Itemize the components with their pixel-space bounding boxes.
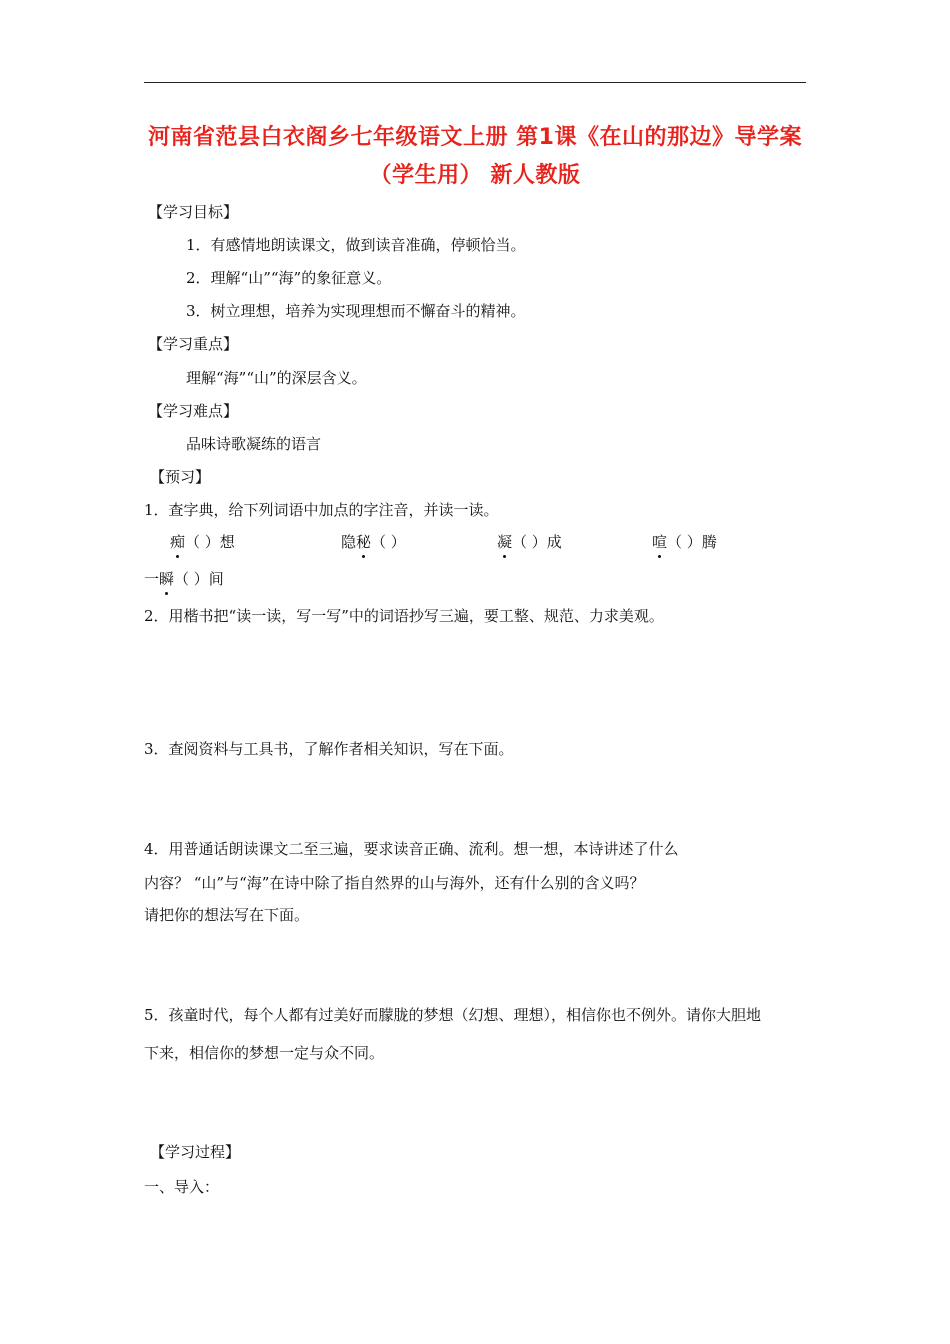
- preview-question-4-line-1: 4．用普通话朗读课文二至三遍，要求读音正确、流利。想一想，本诗讲述了什么: [144, 840, 679, 858]
- page-title: 河南省范县白衣阁乡七年级语文上册 第1课《在山的那边》导学案: [148, 125, 802, 150]
- preview-question-2: 2．用楷书把“读一读，写一写”中的词语抄写三遍，要工整、规范、力求美观。: [144, 607, 664, 625]
- dotted-char: 喧: [652, 533, 668, 551]
- preview-question-5-line-2: 下来，相信你的梦想一定与众不同。: [144, 1044, 385, 1062]
- difficulty-text: 品味诗歌凝练的语言: [186, 435, 322, 453]
- preview-question-4-line-3: 请把你的想法写在下面。: [144, 906, 310, 924]
- objectives-heading: 【学习目标】: [148, 203, 239, 221]
- word-item-2: 隐秘（ ）: [341, 533, 406, 551]
- process-intro: 一、导入：: [144, 1178, 220, 1196]
- dotted-char: 凝: [497, 533, 513, 551]
- objective-item: 1．有感情地朗读课文，做到读音准确，停顿恰当。: [186, 236, 526, 254]
- process-heading: 【学习过程】: [150, 1143, 241, 1161]
- page-subtitle: （学生用） 新人教版: [369, 163, 581, 188]
- word-item-5: 一瞬（ ）间: [144, 570, 224, 588]
- focus-heading: 【学习重点】: [148, 335, 239, 353]
- dotted-char: 痴: [170, 533, 186, 551]
- word-item-3: 凝（ ）成: [497, 533, 562, 551]
- dotted-char: 秘: [356, 533, 372, 551]
- preview-question-1: 1．查字典，给下列词语中加点的字注音，并读一读。: [144, 501, 499, 519]
- preview-heading: 【预习】: [150, 468, 211, 486]
- preview-question-5-line-1: 5．孩童时代，每个人都有过美好而朦胧的梦想（幻想、理想），相信你也不例外。请你大胆地: [144, 1006, 762, 1024]
- objective-item: 2．理解“山”“海”的象征意义。: [186, 269, 392, 287]
- word-item-1: 痴（ ）想: [170, 533, 235, 551]
- word-item-4: 喧（ ）腾: [652, 533, 717, 551]
- objective-item: 3．树立理想，培养为实现理想而不懈奋斗的精神。: [186, 302, 526, 320]
- focus-text: 理解“海”“山”的深层含义。: [186, 369, 367, 387]
- dotted-char: 瞬: [159, 570, 175, 588]
- preview-question-4-line-2: 内容？ “山”与“海”在诗中除了指自然界的山与海外，还有什么别的含义吗？: [144, 874, 645, 892]
- difficulty-heading: 【学习难点】: [148, 402, 239, 420]
- preview-question-3: 3．查阅资料与工具书，了解作者相关知识，写在下面。: [144, 740, 514, 758]
- header-rule: [144, 82, 806, 83]
